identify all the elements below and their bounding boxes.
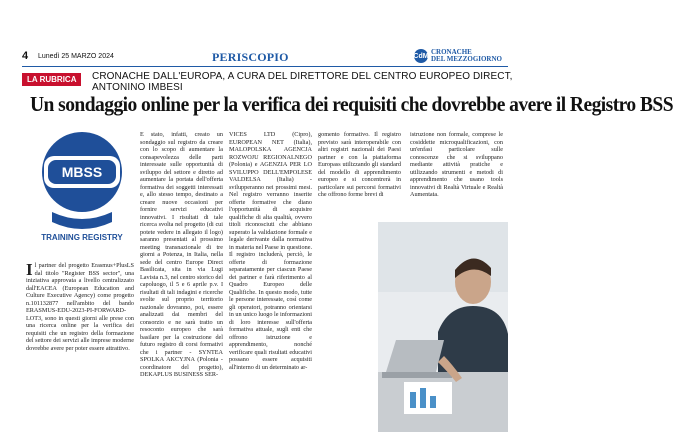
article-column-2: E stato, infatti, creato un sondaggio sul registro da creare con lo scopo di aumentare la consapevolezza delle parti interessate sulle opportunità di sviluppo del settore e diretto ad aumentare la portata dell'offerta formativa dei soggetti interessati e, allo stesso tempo, destinato a creare nuove occasioni per fornire servizi educativi innovativi. I risultati di tale ricerca svolta nel progetto (di cui potete vedere in allegato il logo) saranno presentati al prossimo meeting transnazionale di tre giorni a Potenza, in Italia, nella sede del centro Europe Direct Basilicata, sita in via Lugi Lavista n.3, nel centro storico del capoluogo, il 5 e 6 aprile p.v. I risultati di tali indagini e ricerche svolte sul proprio territorio nazionale dovranno, poi, essere analizzati dai membri del consorzio e ne sarà tratto un resoconto europeo che sarà basilare per la costruzione del futuro registro di corsi formativi che i partner - SYNTEA SPOLKA AKCYJNA (Polonia - coordinatore del progetto), DEKAPLUS BUSINESS SER- xyxy=(140,131,223,378)
page-header xyxy=(0,0,520,64)
photo-paper-bar-1 xyxy=(410,392,416,408)
header-rule xyxy=(22,66,508,67)
mbss-logo xyxy=(30,126,134,244)
rubrica-badge: LA RUBRICA xyxy=(22,73,81,86)
page-number: 4 xyxy=(22,50,29,62)
logo-caption: TRAINING REGISTRY xyxy=(41,233,123,242)
masthead-logo-icon: CdM xyxy=(414,49,428,63)
logo-collar xyxy=(52,212,112,229)
article-column-4-continued xyxy=(318,226,374,431)
article-column-4: gomento formativo. Il registro previsto sarà interoperabile con altri registri nazionali dei Paesi partner e con la piattaforma Europass utilizzando gli standard del modello di apprendimento europeo e si concentrerà in particolare sui percorsi formativi che offrono forme brevi di xyxy=(318,131,401,198)
photo-paper-bar-3 xyxy=(430,396,436,408)
article-column-1 xyxy=(26,262,134,432)
photo-laptop-screen xyxy=(386,340,444,372)
mbss-logo-graphic xyxy=(30,126,134,244)
article-photo xyxy=(378,222,508,432)
article-headline: Un sondaggio online per la verifica dei requisiti che dovrebbe avere il Registro BSS xyxy=(30,92,673,116)
photo-paper-bar-2 xyxy=(420,388,426,408)
masthead-line1: CRONACHE xyxy=(431,48,472,56)
masthead-line2: DEL MEZZOGIORNO xyxy=(431,55,502,63)
column-1-text: l partner del progetto Erasmus+PlusLS dal titolo "Register BSS sector", una iniziativa approvata a livello centralizzato dall'EACEA (European Education and Culture Executive Agency) come progetto n.101132877 nell'ambito del bando ERASMUS-EDU-2023-PI-FORWARD-LOT3, sono in questi giorni alle prese con una ricerca online per la verifica dei requisiti che un registro della formazione del settore dei servizi alle imprese moderne dovrebbe avere per poter essere attrattivo. xyxy=(26,262,134,352)
logo-title: MBSS xyxy=(61,164,103,180)
issue-date: Lunedì 25 MARZO 2024 xyxy=(38,53,114,60)
photo-laptop-base xyxy=(382,372,452,378)
drop-cap: I xyxy=(26,260,33,279)
section-title: PERISCOPIO xyxy=(212,50,289,64)
article-column-5: istruzione non formale, comprese le cosiddette microqualificazioni, con un'enfasi particolare sulle conoscenze che si sviluppano mediante attività pratiche e utilizzando strumenti e metodi di apprendimento che usano tools innovativi di Realtà Virtuale e Realtà Aumentata. xyxy=(410,131,503,198)
article-kicker: CRONACHE DALL'EUROPA, A CURA DEL DIRETTORE DEL CENTRO EUROPEO DIRECT, ANTONINO IMBESI xyxy=(92,71,513,93)
masthead-title xyxy=(431,49,502,63)
photo-man-laptop xyxy=(378,222,508,432)
article-column-3: VICES LTD (Cipro), EUROPEAN NET (Italia), MALOPOLSKA AGENCJA ROZWOJU REGIONALNEGO (Polonia) e AGENZIA PER LO SVILUPPO DELL'EMPOLESE VALDELSA (Italia) - svilupperanno nei prossimi mesi. Nel registro verranno inserite offerte formative che diano l'opportunità di acquisire qualifiche di alta qualità, ovvero titoli riconosciuti che abbiano superato la validazione formale e legale derivante dalla normativa in materia nel Paese in questione. Il registro includerà, perciò, le offerte di formazione separatamente per ciascun Paese dei partner e farà riferimento al Quadro Europeo delle Qualifiche. In questo modo, tutte le persone interessate, così come gli operatori, potranno orientarsi in un unico luogo le informazioni di loro interesse sull'offerta formativa attuale, sugli enti che offrono istruzione e apprendimento, nonché verificare quali risultati educativi possano essere acquisiti all'interno di un determinato ar- xyxy=(229,131,312,371)
newspaper-masthead xyxy=(414,49,502,63)
